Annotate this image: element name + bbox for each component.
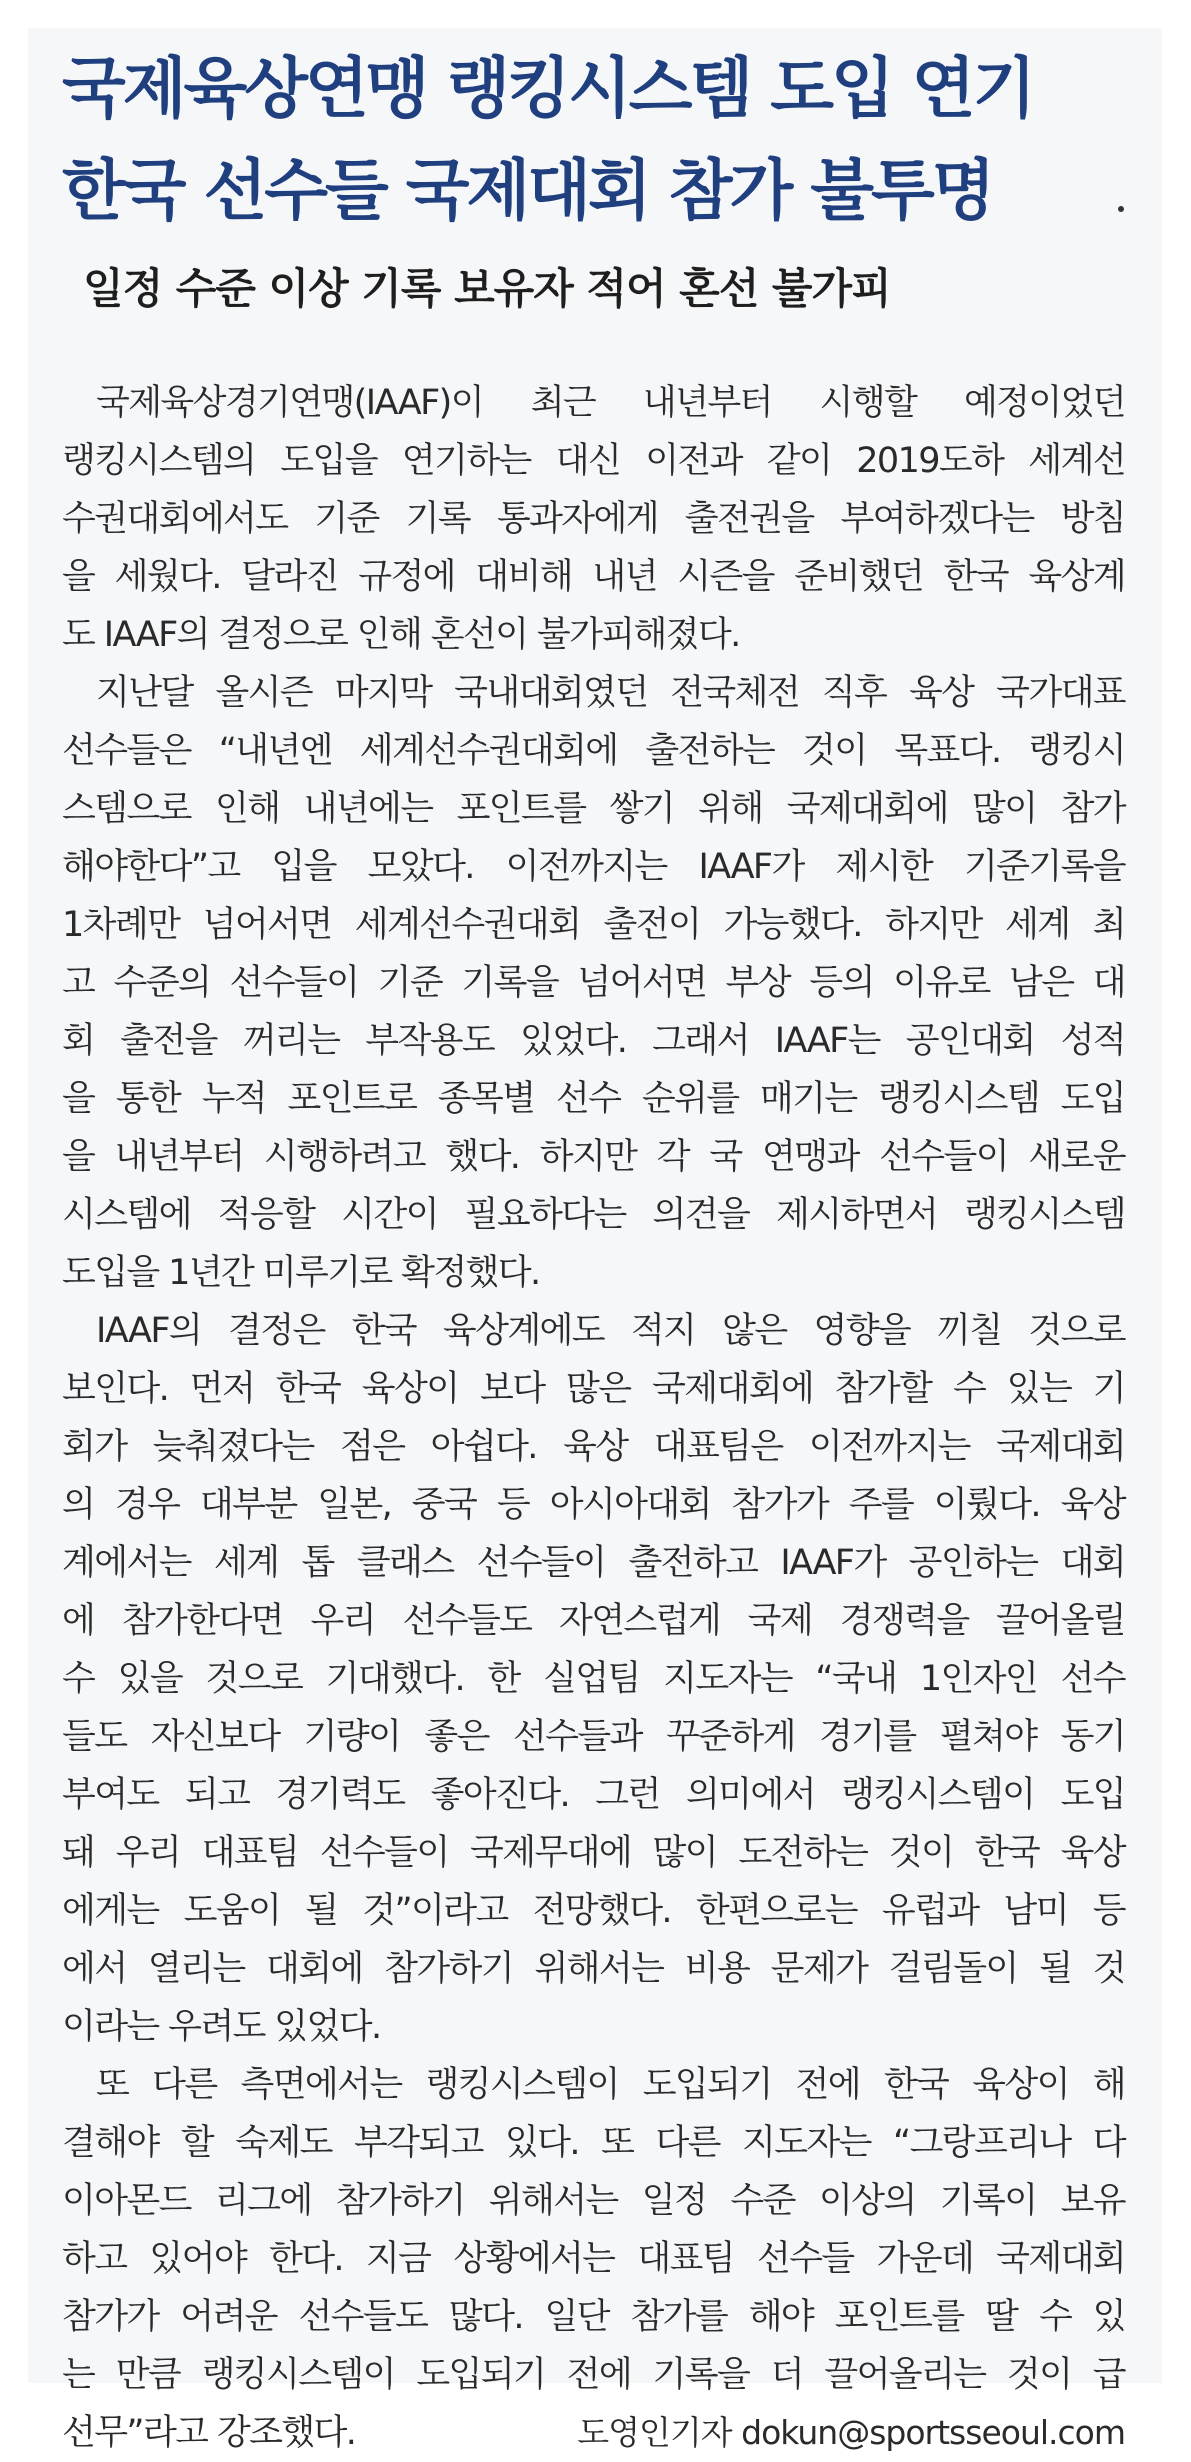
body-line: 회가 늦춰졌다는 점은 아쉽다. 육상 대표팀은 이전까지는 국제대회 bbox=[62, 1427, 1125, 1467]
subheadline: 일정 수준 이상 기록 보유자 적어 혼선 불가피 bbox=[83, 264, 891, 313]
body-line: 들도 자신보다 기량이 좋은 선수들과 꾸준하게 경기를 펼쳐야 동기 bbox=[62, 1717, 1125, 1757]
body-line: 의 경우 대부분 일본, 중국 등 아시아대회 참가가 주를 이뤘다. 육상 bbox=[62, 1485, 1125, 1525]
body-line: 도입을 1년간 미루기로 확정했다. bbox=[62, 1253, 540, 1293]
scan-speck bbox=[1118, 206, 1124, 212]
body-line: 랭킹시스템의 도입을 연기하는 대신 이전과 같이 2019도하 세계선 bbox=[62, 441, 1125, 481]
body-line: 선수들은 “내년엔 세계선수권대회에 출전하는 것이 목표다. 랭킹시 bbox=[62, 731, 1125, 771]
body-line: 또 다른 측면에서는 랭킹시스템이 도입되기 전에 한국 육상이 해 bbox=[96, 2065, 1125, 2105]
body-line: 이아몬드 리그에 참가하기 위해서는 일정 수준 이상의 기록이 보유 bbox=[62, 2181, 1125, 2221]
headline-line-1: 국제육상연맹 랭킹시스템 도입 연기 bbox=[62, 50, 1034, 127]
body-line: 는 만큼 랭킹시스템이 도입되기 전에 기록을 더 끌어올리는 것이 급 bbox=[62, 2355, 1125, 2395]
body-line: 에게는 도움이 될 것”이라고 전망했다. 한편으로는 유럽과 남미 등 bbox=[62, 1891, 1125, 1931]
body-line: 국제육상경기연맹(IAAF)이 최근 내년부터 시행할 예정이었던 bbox=[96, 383, 1125, 423]
body-line: 참가가 어려운 선수들도 많다. 일단 참가를 해야 포인트를 딸 수 있 bbox=[62, 2297, 1125, 2337]
body-line: 계에서는 세계 톱 클래스 선수들이 출전하고 IAAF가 공인하는 대회 bbox=[62, 1543, 1125, 1583]
body-line: 에 참가한다면 우리 선수들도 자연스럽게 국제 경쟁력을 끌어올릴 bbox=[62, 1601, 1125, 1641]
body-line-last bbox=[62, 2404, 1125, 2462]
body-line: 수권대회에서도 기준 기록 통과자에게 출전권을 부여하겠다는 방침 bbox=[62, 499, 1125, 539]
body-line: 을 통한 누적 포인트로 종목별 선수 순위를 매기는 랭킹시스템 도입 bbox=[62, 1079, 1125, 1119]
body-line: 도 IAAF의 결정으로 인해 혼선이 불가피해졌다. bbox=[62, 615, 740, 655]
byline: 도영인기자 dokun@sportsseoul.com bbox=[577, 2413, 1125, 2452]
body-line: 이라는 우려도 있었다. bbox=[62, 2007, 381, 2047]
headline-line-2: 한국 선수들 국제대회 참가 불투명 bbox=[62, 152, 993, 229]
body-line-final-text: 선무”라고 강조했다. bbox=[62, 2413, 356, 2453]
body-line: 돼 우리 대표팀 선수들이 국제무대에 많이 도전하는 것이 한국 육상 bbox=[62, 1833, 1125, 1873]
body-line: 시스템에 적응할 시간이 필요하다는 의견을 제시하면서 랭킹시스템 bbox=[62, 1195, 1125, 1235]
body-line: 보인다. 먼저 한국 육상이 보다 많은 국제대회에 참가할 수 있는 기 bbox=[62, 1369, 1125, 1409]
article-body bbox=[62, 374, 1125, 2462]
body-line: 하고 있어야 한다. 지금 상황에서는 대표팀 선수들 가운데 국제대회 bbox=[62, 2239, 1125, 2279]
body-line: 고 수준의 선수들이 기준 기록을 넘어서면 부상 등의 이유로 남은 대 bbox=[62, 963, 1125, 1003]
body-line: 해야한다”고 입을 모았다. 이전까지는 IAAF가 제시한 기준기록을 bbox=[62, 847, 1125, 887]
body-line: 부여도 되고 경기력도 좋아진다. 그런 의미에서 랭킹시스템이 도입 bbox=[62, 1775, 1125, 1815]
body-line: 을 세웠다. 달라진 규정에 대비해 내년 시즌을 준비했던 한국 육상계 bbox=[62, 557, 1125, 597]
body-line: 1차례만 넘어서면 세계선수권대회 출전이 가능했다. 하지만 세계 최 bbox=[62, 905, 1125, 945]
body-line: 회 출전을 꺼리는 부작용도 있었다. 그래서 IAAF는 공인대회 성적 bbox=[62, 1021, 1125, 1061]
body-line: 스템으로 인해 내년에는 포인트를 쌓기 위해 국제대회에 많이 참가 bbox=[62, 789, 1125, 829]
body-line: IAAF의 결정은 한국 육상계에도 적지 않은 영향을 끼칠 것으로 bbox=[96, 1311, 1125, 1351]
newspaper-clipping bbox=[28, 28, 1162, 2453]
body-line: 수 있을 것으로 기대했다. 한 실업팀 지도자는 “국내 1인자인 선수 bbox=[62, 1659, 1125, 1699]
body-line: 에서 열리는 대회에 참가하기 위해서는 비용 문제가 걸림돌이 될 것 bbox=[62, 1949, 1125, 1989]
body-line: 을 내년부터 시행하려고 했다. 하지만 각 국 연맹과 선수들이 새로운 bbox=[62, 1137, 1125, 1177]
body-line: 결해야 할 숙제도 부각되고 있다. 또 다른 지도자는 “그랑프리나 다 bbox=[62, 2123, 1125, 2163]
body-line: 지난달 올시즌 마지막 국내대회였던 전국체전 직후 육상 국가대표 bbox=[96, 673, 1125, 713]
